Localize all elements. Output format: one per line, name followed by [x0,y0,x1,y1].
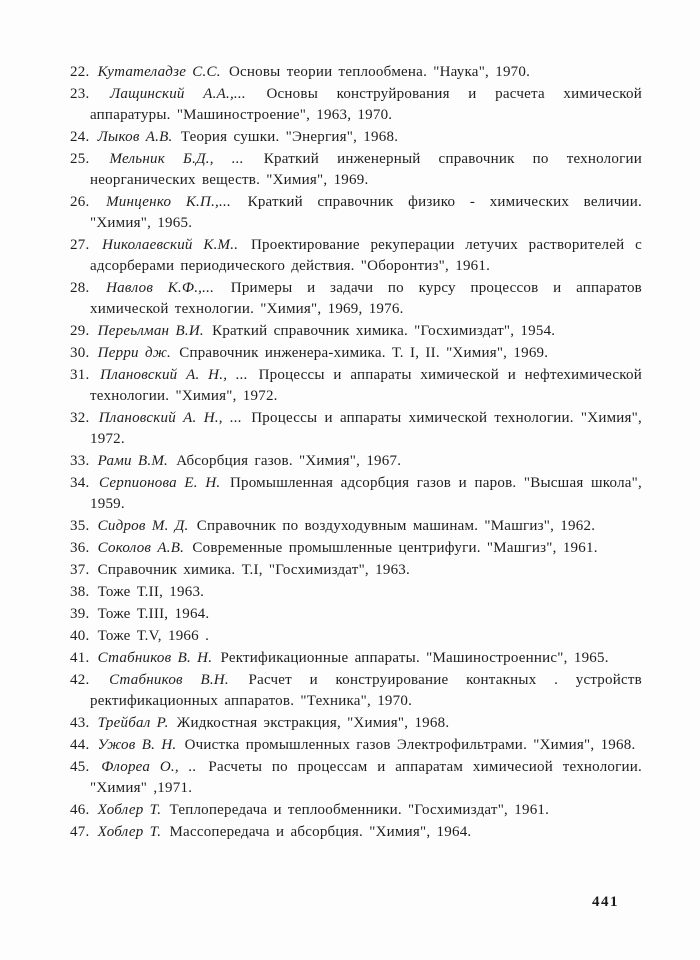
reference-item [70,127,642,148]
reference-number: 31. [70,367,90,383]
reference-text: Промышленная адсорбция газов и паров. "Высшая школа", 1959. [90,475,642,512]
reference-item [70,626,642,647]
reference-item [70,62,642,83]
reference-item [70,408,642,450]
reference-item [70,538,642,559]
reference-text: Тоже Т.V, 1966 . [97,628,210,644]
reference-number: 36. [70,540,90,556]
reference-author: Трейбал Р. [97,715,169,731]
reference-item [70,582,642,603]
reference-text: Массопередача и абсорбция. "Химия", 1964. [169,824,472,840]
reference-number: 40. [70,628,90,644]
reference-item [70,604,642,625]
reference-author: Перри дж. [97,345,171,361]
reference-author: Лыков А.В. [97,129,173,145]
reference-item [70,451,642,472]
reference-author: Навлов К.Ф.,... [106,280,215,296]
reference-number: 24. [70,129,90,145]
reference-number: 41. [70,650,90,666]
reference-text: Расчет и конструирование контакных . устройств ректификационных аппаратов. "Техника", 1970. [90,672,642,709]
reference-item [70,560,642,581]
reference-item [70,235,642,277]
reference-author: Мельник Б.Д., ... [109,151,244,167]
reference-item [70,670,642,712]
reference-item [70,757,642,799]
reference-number: 29. [70,323,90,339]
reference-author: Николаевский К.М.. [102,237,239,253]
reference-text: Теплопередача и теплообменники. "Госхимиздат", 1961. [169,802,550,818]
reference-text: Ректификационные аппараты. "Машиностроеннис", 1965. [220,650,609,666]
reference-number: 30. [70,345,90,361]
reference-number: 43. [70,715,90,731]
page-number: 441 [592,894,619,910]
reference-item [70,149,642,191]
reference-number: 39. [70,606,90,622]
reference-item [70,516,642,537]
reference-author: Стабников В. Н. [97,650,213,666]
reference-author: Сидров М. Д. [97,518,189,534]
reference-text: Абсорбция газов. "Химия", 1967. [176,453,402,469]
reference-author: Кутателадзе С.С. [97,64,221,80]
reference-author: Стабников В.Н. [109,672,229,688]
reference-item [70,713,642,734]
reference-text: Очистка промышленных газов Электрофильтрами. "Химия", 1968. [184,737,636,753]
reference-text: Тоже Т.II, 1963. [97,584,205,600]
reference-author: Серпионова Е. Н. [99,475,221,491]
reference-text: Жидкостная экстракция, "Химия", 1968. [176,715,450,731]
reference-text: Проектирование рекуперации летучих растворителей с адсорберами периодического действия. "Оборонтиз", 1961. [90,237,642,274]
reference-author: Плановский А. Н., ... [98,410,242,426]
reference-text: Основы конструйрования и расчета химической аппаратуры. "Машиностроение", 1963, 1970. [90,86,642,123]
reference-text: Краткий инженерный справочник по технологии неорганических веществ. "Химия", 1969. [90,151,642,188]
reference-item [70,473,642,515]
reference-item [70,84,642,126]
reference-author: Плановский А. Н., ... [100,367,248,383]
reference-text: Справочник химика. Т.I, "Госхимиздат", 1963. [97,562,411,578]
reference-text: Расчеты по процессам и аппаратам химичесиой технологии. "Химия" ,1971. [90,759,642,796]
reference-number: 23. [70,86,90,102]
reference-text: Процессы и аппараты химической технологии. "Химия", 1972. [90,410,642,447]
reference-author: Рами В.М. [97,453,169,469]
reference-number: 45. [70,759,90,775]
reference-item [70,343,642,364]
reference-author: Флореа О., .. [101,759,197,775]
reference-number: 47. [70,824,90,840]
reference-text: Теория сушки. "Энергия", 1968. [180,129,399,145]
reference-item [70,800,642,821]
reference-item [70,648,642,669]
reference-text: Справочник по воздуходувным машинам. "Машгиз", 1962. [196,518,596,534]
reference-text: Примеры и задачи по курсу процессов и аппаратов химической технологии. "Химия", 1969, 1976. [90,280,642,317]
reference-number: 25. [70,151,90,167]
reference-text: Справочник инженера-химика. Т. I, II. "Химия", 1969. [179,345,549,361]
reference-item [70,735,642,756]
reference-author: Соколов А.В. [97,540,185,556]
reference-number: 34. [70,475,90,491]
reference-author: Хоблер Т. [97,802,162,818]
reference-number: 32. [70,410,90,426]
reference-item [70,822,642,843]
reference-text: Краткий справочник физико - химических величии. "Химия", 1965. [90,194,642,231]
reference-author: Хоблер Т. [97,824,162,840]
reference-author: Ужов В. Н. [97,737,177,753]
reference-item [70,278,642,320]
reference-number: 27. [70,237,90,253]
reference-number: 33. [70,453,90,469]
reference-number: 38. [70,584,90,600]
reference-number: 22. [70,64,90,80]
reference-text: Современные промышленные центрифуги. "Машгиз", 1961. [192,540,598,556]
reference-number: 42. [70,672,90,688]
reference-text: Процессы и аппараты химической и нефтехимической технологии. "Химия", 1972. [90,367,642,404]
reference-number: 35. [70,518,90,534]
reference-text: Основы теории теплообмена. "Наука", 1970. [228,64,531,80]
reference-author: Лащинский А.А.,... [110,86,246,102]
reference-author: Минценко К.П.,... [106,194,231,210]
reference-number: 26. [70,194,90,210]
reference-text: Краткий справочник химика. "Госхимиздат", 1954. [212,323,556,339]
reference-number: 46. [70,802,90,818]
reference-item [70,321,642,342]
reference-number: 37. [70,562,90,578]
reference-number: 28. [70,280,90,296]
reference-author: Переьлман В.И. [97,323,204,339]
reference-number: 44. [70,737,90,753]
reference-text: Тоже Т.III, 1964. [97,606,210,622]
reference-item [70,192,642,234]
reference-item [70,365,642,407]
